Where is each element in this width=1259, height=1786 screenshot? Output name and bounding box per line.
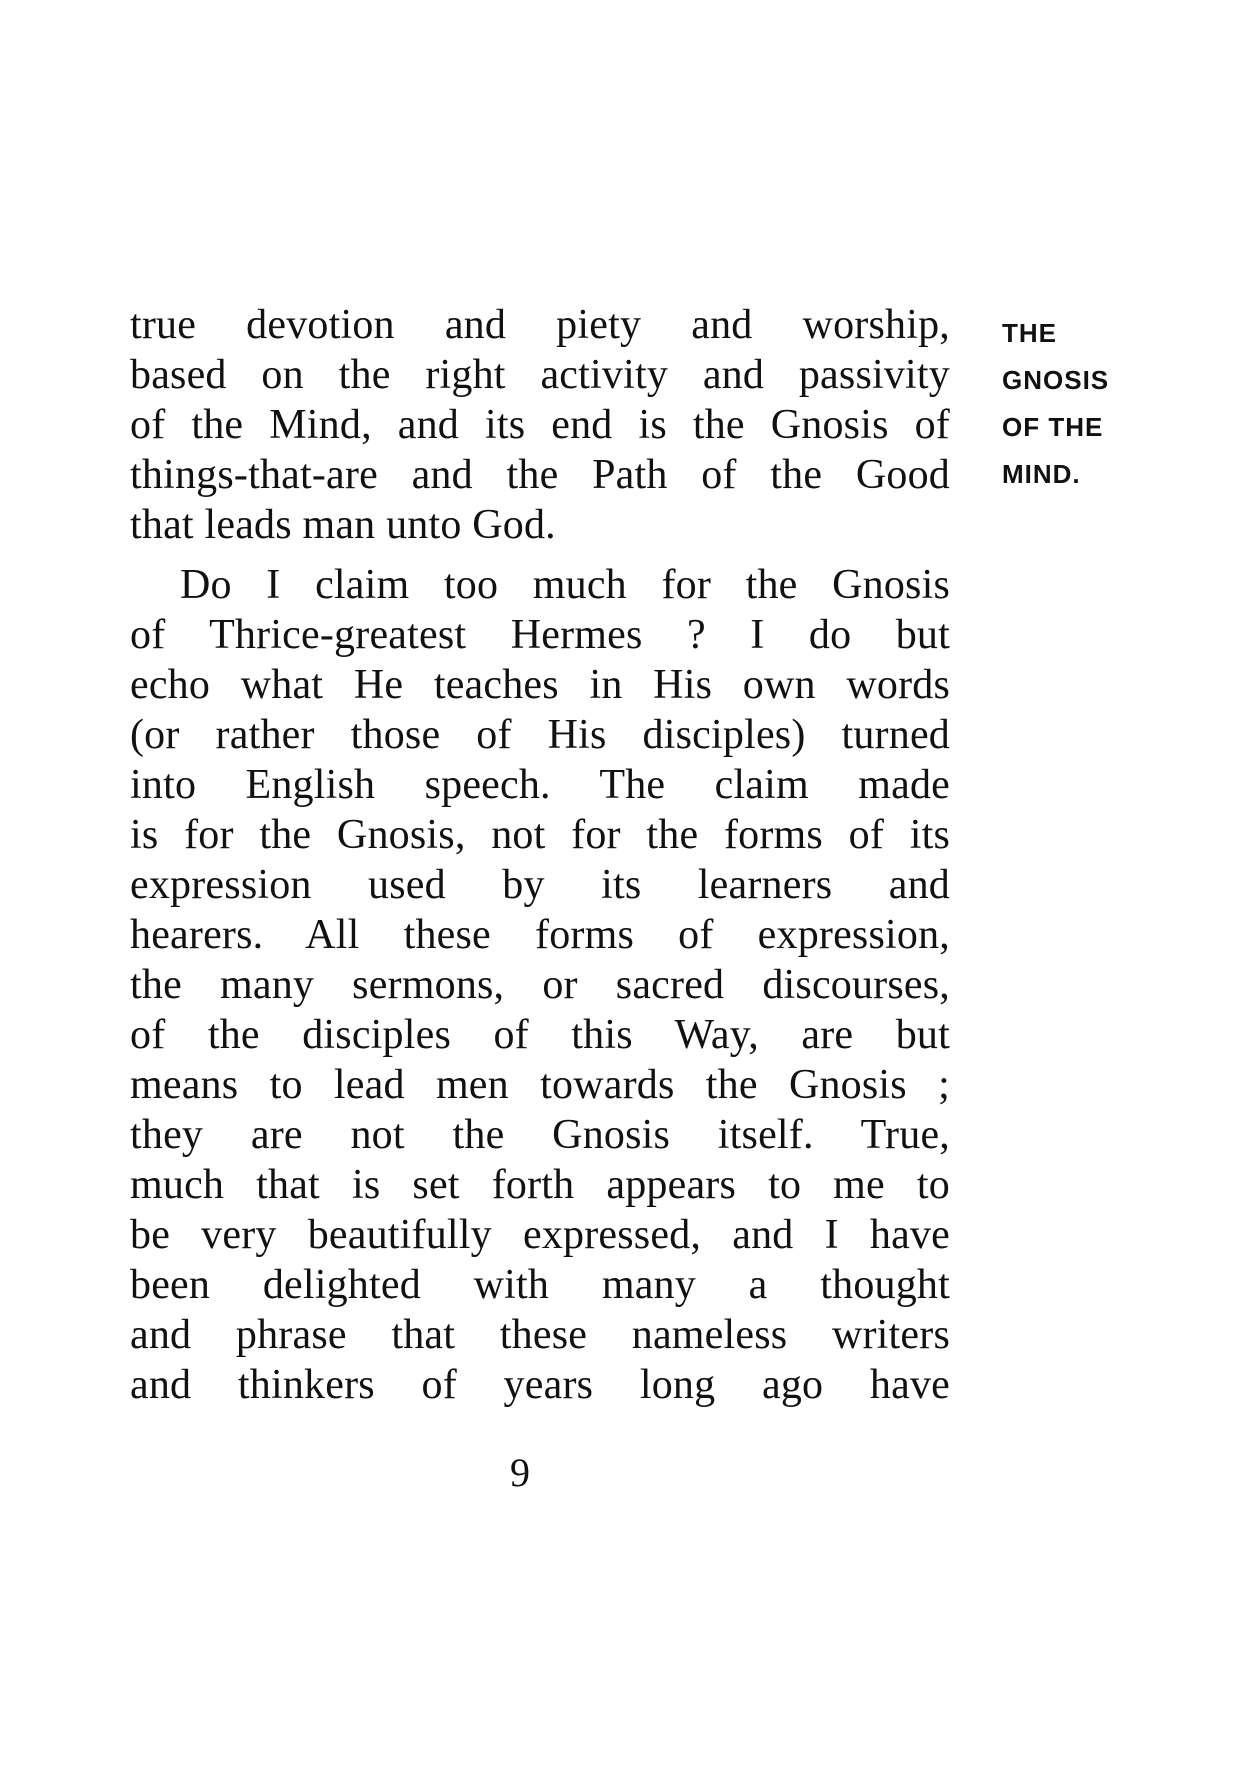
text-line: and phrase that these nameless writers	[130, 1312, 950, 1358]
text-line: Do I claim too much for the Gnosis	[180, 562, 950, 608]
margin-heading-line: GNOSIS	[1002, 365, 1110, 395]
text-line: of the disciples of this Way, are but	[130, 1012, 950, 1058]
text-line: is for the Gnosis, not for the forms of its	[130, 812, 950, 858]
text-line: much that is set forth appears to me to	[130, 1162, 950, 1208]
margin-heading-line: MIND.	[1002, 459, 1081, 489]
margin-heading-line: OF THE	[1002, 412, 1104, 442]
text-line: hearers. All these forms of expression,	[130, 912, 950, 958]
margin-heading-line: THE	[1002, 318, 1057, 348]
text-line: true devotion and piety and worship,	[130, 302, 950, 348]
text-line: been delighted with many a thought	[130, 1262, 950, 1308]
text-line: of the Mind, and its end is the Gnosis of	[130, 402, 950, 448]
text-line: based on the right activity and passivity	[130, 352, 950, 398]
text-line: they are not the Gnosis itself. True,	[130, 1112, 950, 1158]
text-line: that leads man unto God.	[130, 502, 556, 548]
text-line: into English speech. The claim made	[130, 762, 950, 808]
text-line: (or rather those of His disciples) turned	[130, 712, 950, 758]
text-line: the many sermons, or sacred discourses,	[130, 962, 950, 1008]
page-number: 9	[510, 1450, 530, 1495]
text-line: means to lead men towards the Gnosis ;	[130, 1062, 950, 1108]
text-line: things-that-are and the Path of the Good	[130, 452, 950, 498]
text-line: be very beautifully expressed, and I have	[130, 1212, 950, 1258]
text-line: and thinkers of years long ago have	[130, 1362, 950, 1408]
text-line: echo what He teaches in His own words	[130, 662, 950, 708]
text-line: of Thrice-greatest Hermes ? I do but	[130, 612, 950, 658]
text-line: expression used by its learners and	[130, 862, 950, 908]
margin-heading	[1002, 310, 1162, 498]
